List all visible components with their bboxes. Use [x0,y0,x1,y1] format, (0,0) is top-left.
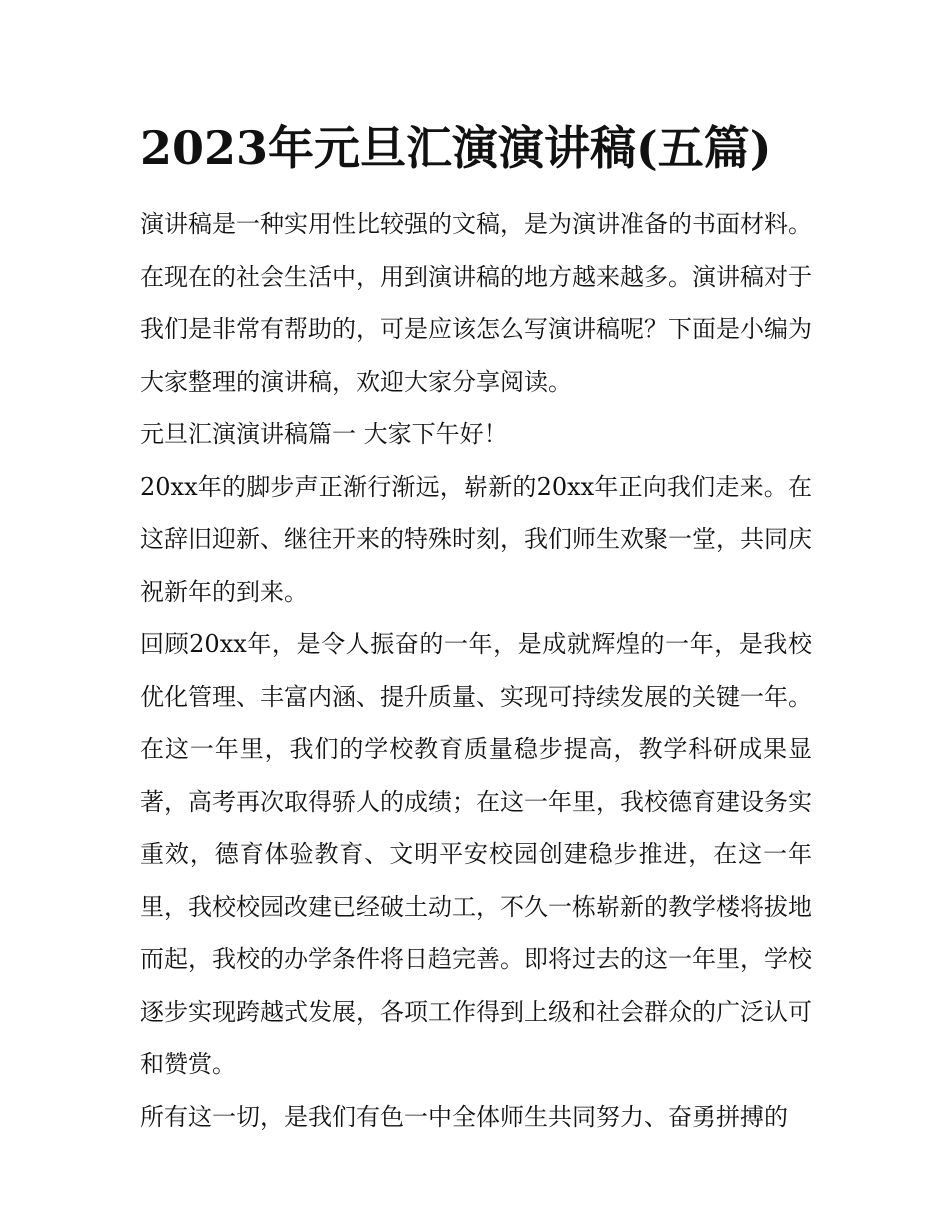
section-heading-paragraph: 元旦汇演演讲稿篇一 大家下午好！ [140,420,508,448]
body-paragraph: 20xx年的脚步声正渐行渐远，崭新的20xx年正向我们走来。在这辞旧迎新、继往开来的特殊时刻，我们师生欢聚一堂，共同庆祝新年的到来。 [140,472,812,606]
body-paragraph: 所有这一切，是我们有色一中全体师生共同努力、奋勇拼搏的 [140,1102,788,1131]
document-title: 2023年元旦汇演演讲稿(五篇) [140,121,772,175]
intro-paragraph: 演讲稿是一种实用性比较强的文稿，是为演讲准备的书面材料。在现在的社会生活中，用到演讲稿的地方越来越多。演讲稿对于我们是非常有帮助的，可是应该怎么写演讲稿呢？下面是小编为大家整理的演讲稿，欢迎大家分享阅读。 [140,210,812,396]
body-paragraph: 回顾20xx年，是令人振奋的一年，是成就辉煌的一年，是我校优化管理、丰富内涵、提升质量、实现可持续发展的关键一年。在这一年里，我们的学校教育质量稳步提高，教学科研成果显著，高考再次取得骄人的成绩；在这一年里，我校德育建设务实重效，德育体验教育、文明平安校园创建稳步推进，在这一年里，我校校园改建已经破土动工，不久一栋崭新的教学楼将拔地而起，我校的办学条件将日趋完善。即将过去的这一年里，学校逐步实现跨越式发展，各项工作得到上级和社会群众的广泛认可和赞赏。 [140,630,812,1078]
document-body [140,198,812,1143]
